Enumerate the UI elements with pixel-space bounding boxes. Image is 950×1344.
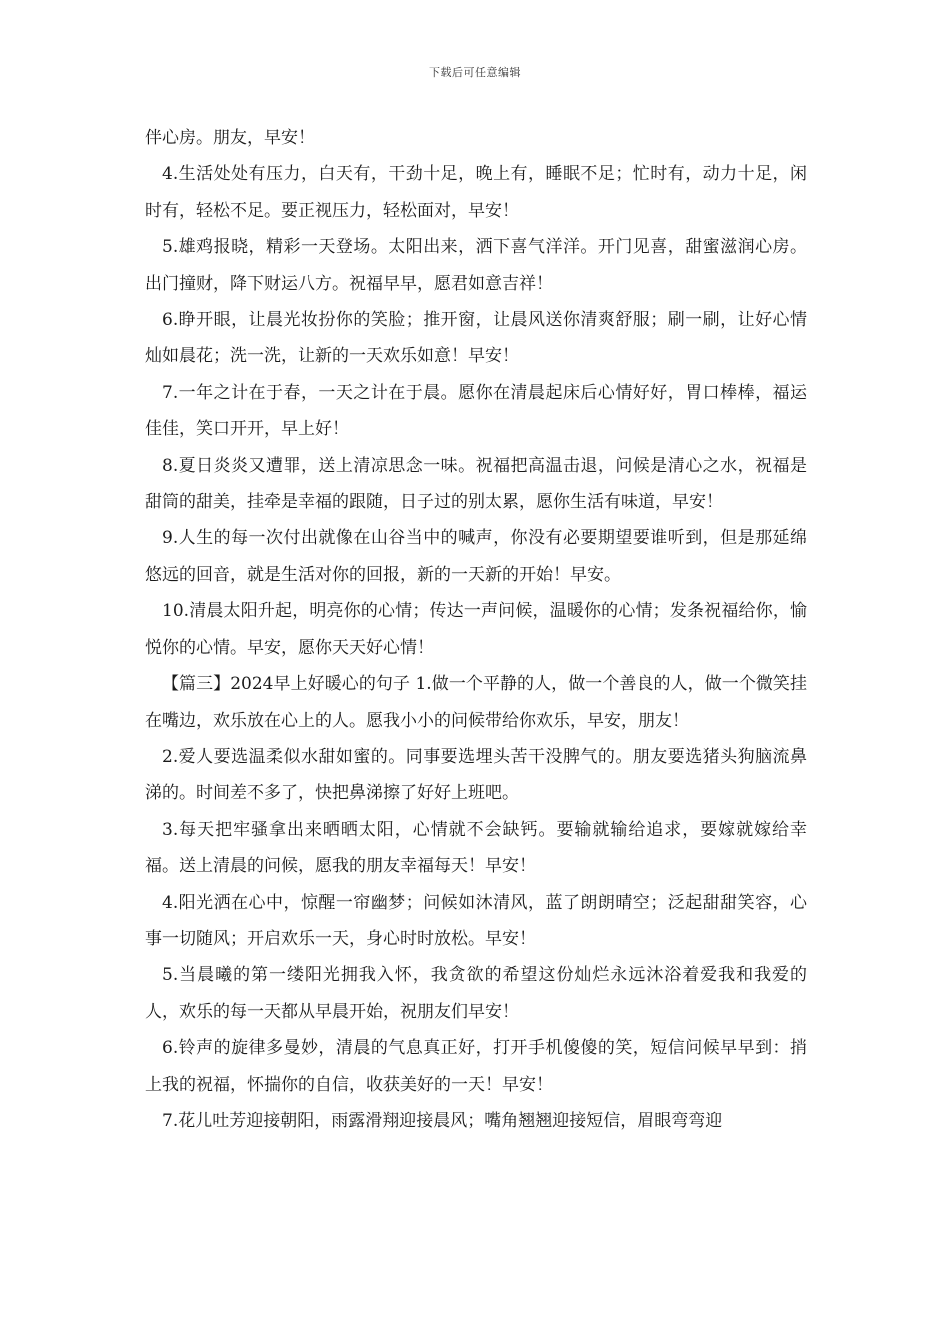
- paragraph-9: 2.爱人要选温柔似水甜如蜜的。同事要选埋头苦干没脾气的。朋友要选猪头狗脑流鼻涕的。时间差不多了，快把鼻涕擦了好好上班吧。: [145, 746, 807, 804]
- paragraph-11: 4.阳光洒在心中，惊醒一帘幽梦；问候如沐清风，蓝了朗朗晴空；泛起甜甜笑容，心事一切随风；开启欢乐一天，身心时时放松。早安！: [145, 892, 807, 949]
- paragraph-13: 6.铃声的旋律多曼妙，清晨的气息真正好，打开手机傻傻的笑，短信问候早早到：捎上我的祝福，怀揣你的自信，收获美好的一天！早安！: [145, 1038, 807, 1095]
- paragraph-0: 伴心房。朋友，早安！: [145, 128, 315, 148]
- page-header: 下载后可任意编辑: [429, 66, 521, 79]
- paragraph-4: 7.一年之计在于春，一天之计在于晨。愿你在清晨起床后心情好好，胃口棒棒，福运佳佳，笑口开开，早上好！: [145, 382, 807, 440]
- paragraph-5: 8.夏日炎炎又遭罪，送上清凉思念一味。祝福把高温击退，问候是清心之水，祝福是甜筒的甜美，挂牵是幸福的跟随，日子过的别太累，愿你生活有味道，早安！: [145, 455, 807, 513]
- document-body: [145, 120, 807, 1139]
- paragraph-7: 10.清晨太阳升起，明亮你的心情；传达一声问候，温暖你的心情；发条祝福给你，愉悦你的心情。早安，愿你天天好心情！: [145, 601, 807, 658]
- paragraph-1: 4.生活处处有压力，白天有，干劲十足，晚上有，睡眠不足；忙时有，动力十足，闲时有，轻松不足。要正视压力，轻松面对，早安！: [145, 164, 807, 221]
- paragraph-3: 6.睁开眼，让晨光妆扮你的笑脸；推开窗，让晨风送你清爽舒服；刷一刷，让好心情灿如晨花；洗一洗，让新的一天欢乐如意！早安！: [145, 310, 807, 367]
- paragraph-6: 9.人生的每一次付出就像在山谷当中的喊声，你没有必要期望要谁听到，但是那延绵悠远的回音，就是生活对你的回报，新的一天新的开始！早安。: [145, 528, 807, 585]
- paragraph-2: 5.雄鸡报晓，精彩一天登场。太阳出来，洒下喜气洋洋。开门见喜，甜蜜滋润心房。出门撞财，降下财运八方。祝福早早，愿君如意吉祥！: [145, 237, 807, 294]
- paragraph-8: 【篇三】2024早上好暖心的句子 1.做一个平静的人，做一个善良的人，做一个微笑挂在嘴边，欢乐放在心上的人。愿我小小的问候带给你欢乐，早安，朋友！: [145, 674, 807, 731]
- paragraph-10: 3.每天把牢骚拿出来晒晒太阳，心情就不会缺钙。要输就输给追求，要嫁就嫁给幸福。送上清晨的问候，愿我的朋友幸福每天！早安！: [145, 819, 807, 877]
- paragraph-12: 5.当晨曦的第一缕阳光拥我入怀，我贪欲的希望这份灿烂永远沐浴着爱我和我爱的人，欢乐的每一天都从早晨开始，祝朋友们早安！: [145, 965, 807, 1022]
- paragraph-14: 7.花儿吐芳迎接朝阳，雨露滑翔迎接晨风；嘴角翘翘迎接短信，眉眼弯弯迎: [162, 1110, 723, 1131]
